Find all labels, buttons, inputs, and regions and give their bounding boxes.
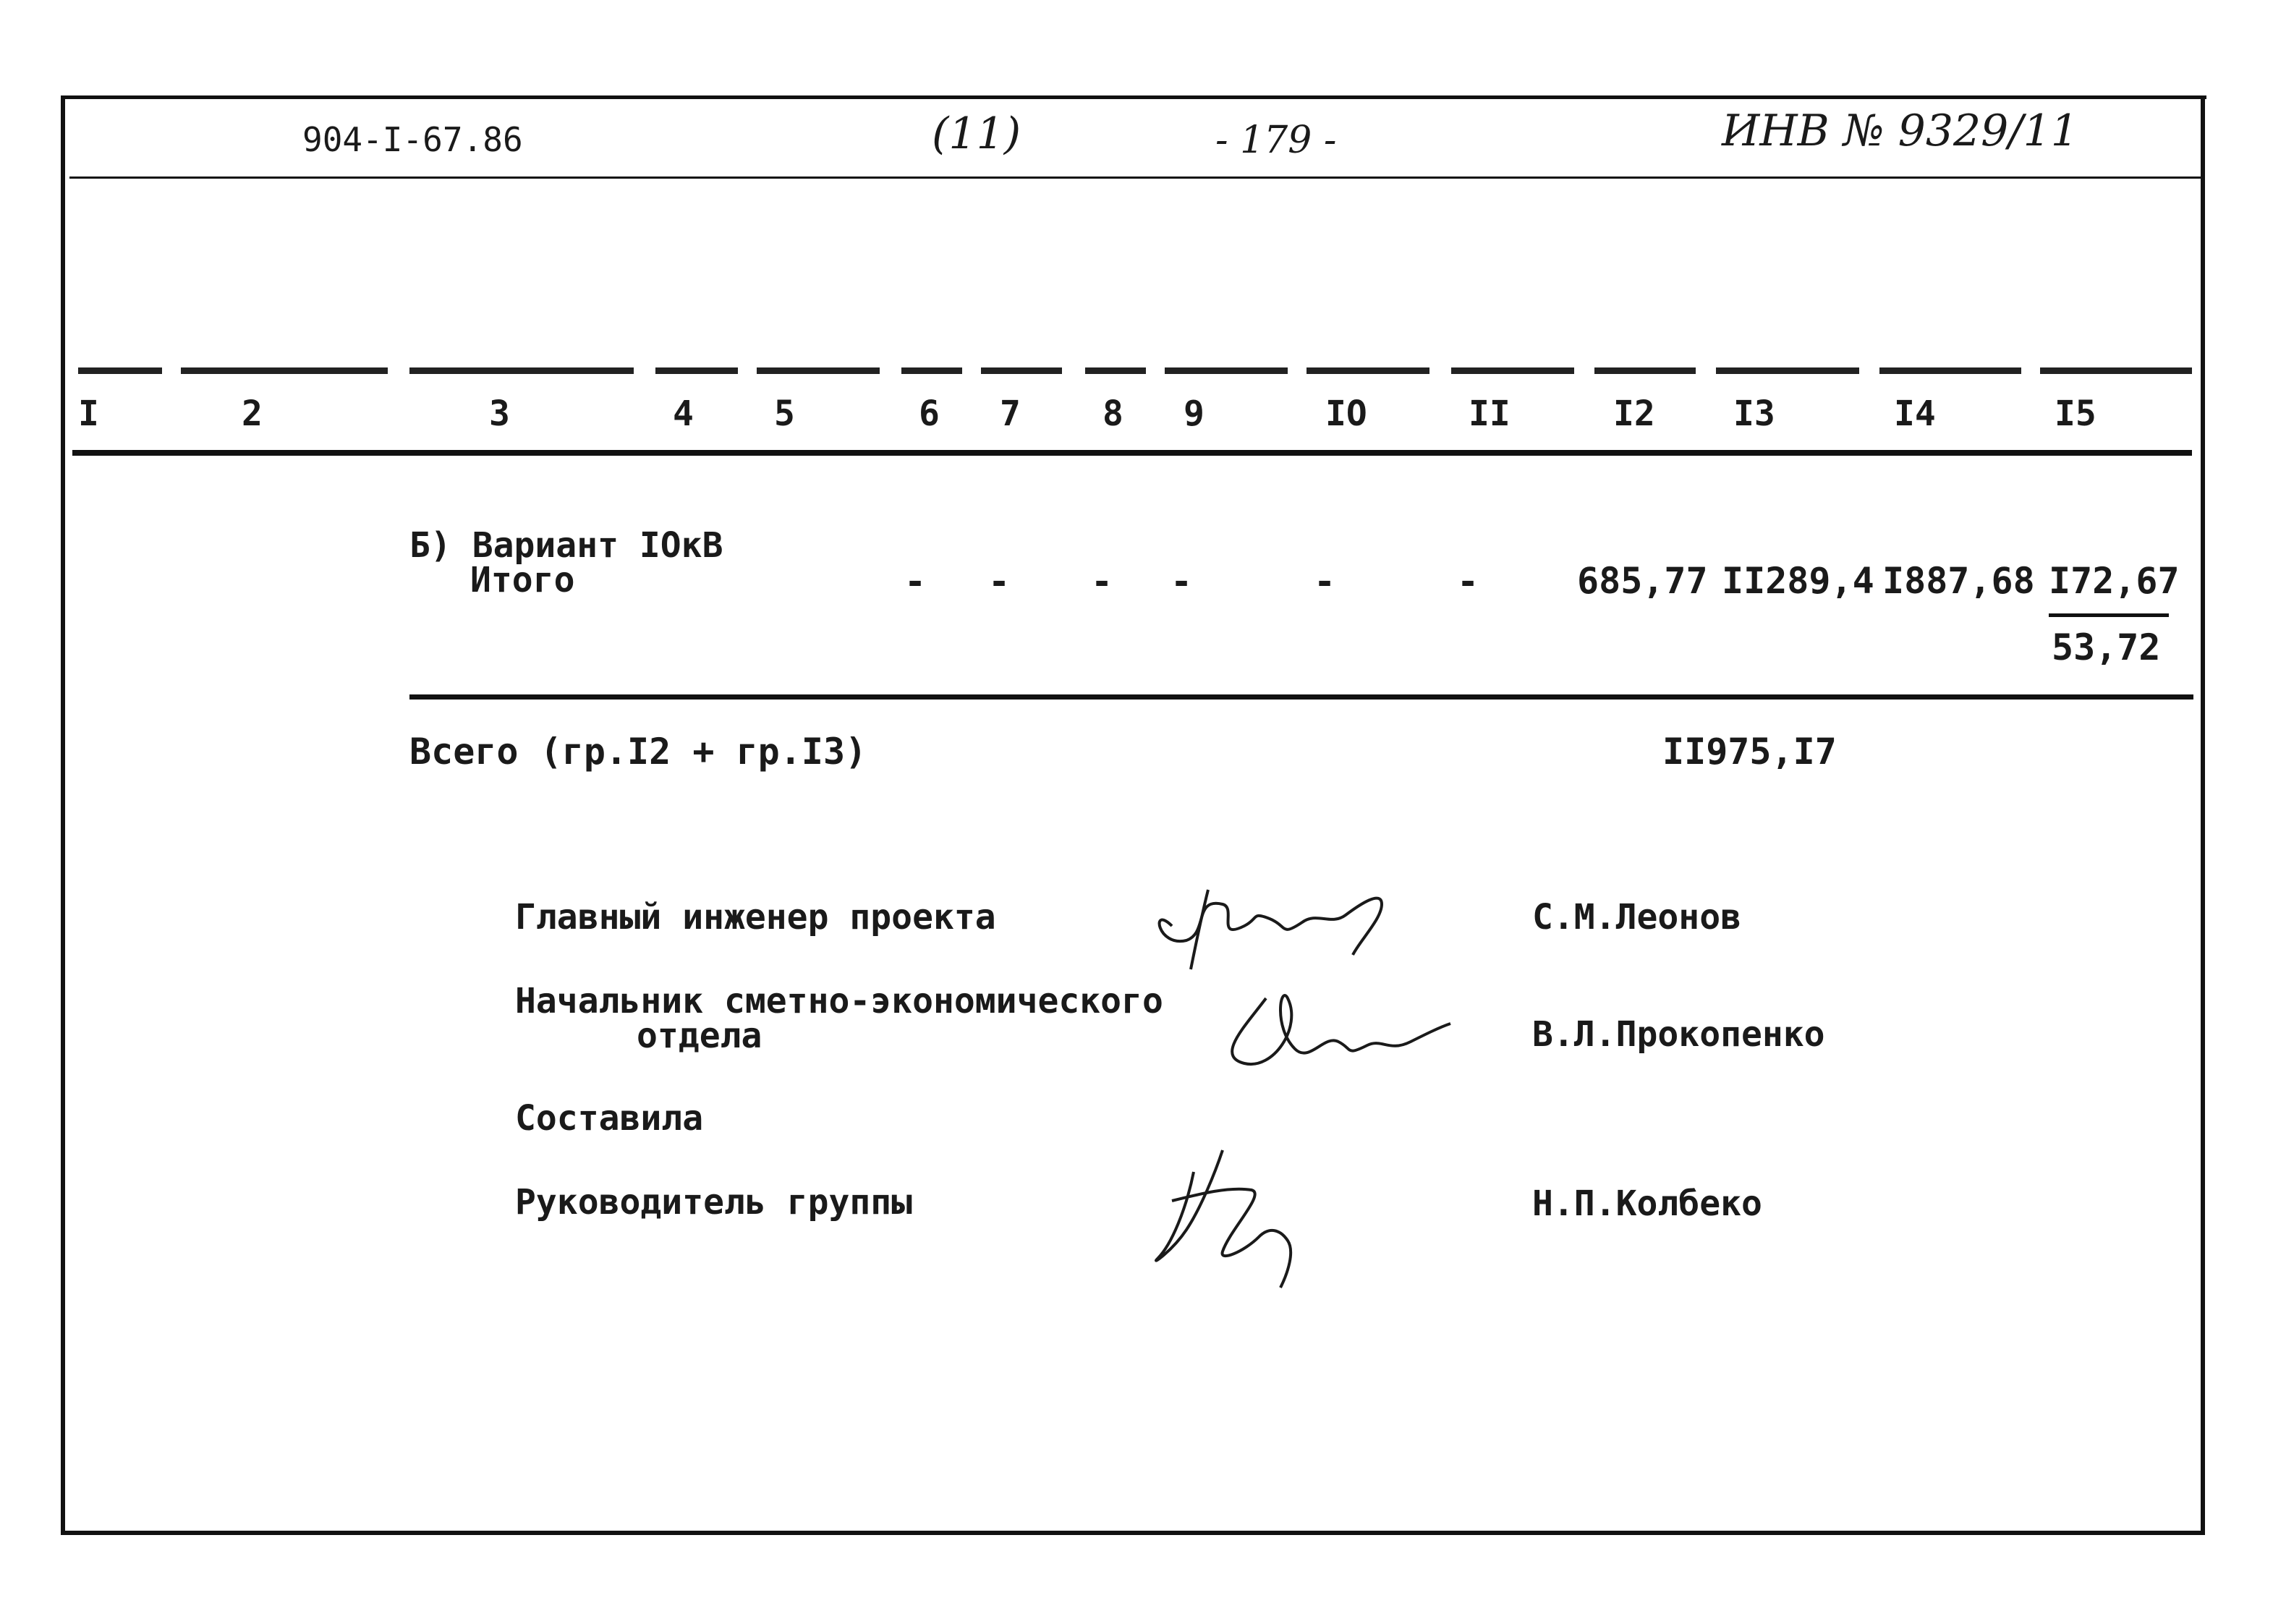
page-number: - 179 - bbox=[1215, 119, 1337, 162]
column-number-12: I2 bbox=[1613, 394, 1655, 434]
column-number-13: I3 bbox=[1733, 394, 1775, 434]
chief-engineer-name: С.М.Леонов bbox=[1532, 897, 1741, 938]
chief-engineer-title: Главный инженер проекта bbox=[515, 897, 996, 938]
fraction-line bbox=[2049, 613, 2169, 617]
row-b-col10: - bbox=[1314, 561, 1336, 603]
total-value: II975,I7 bbox=[1662, 731, 1837, 773]
column-number-15: I5 bbox=[2055, 394, 2096, 434]
column-number-2: 2 bbox=[242, 394, 263, 434]
column-number-14: I4 bbox=[1894, 394, 1936, 434]
column-header-rule bbox=[72, 450, 2192, 456]
row-b-col7: - bbox=[988, 561, 1011, 603]
row-b-col13: II289,4 bbox=[1722, 560, 1874, 602]
row-b-col15-bottom: 53,72 bbox=[2052, 626, 2161, 668]
frame-left-border bbox=[61, 95, 65, 1535]
column-number-5: 5 bbox=[774, 394, 795, 434]
group-head-signature bbox=[1143, 1143, 1331, 1302]
row-b-label: Б) Вариант IOкВ bbox=[409, 525, 723, 566]
column-number-9: 9 bbox=[1184, 394, 1205, 434]
column-number-4: 4 bbox=[673, 394, 694, 434]
frame-bottom-border bbox=[61, 1531, 2205, 1535]
head-dept-name: В.Л.Прокопенко bbox=[1532, 1014, 1825, 1055]
row-b-col8: - bbox=[1091, 561, 1113, 603]
column-number-7: 7 bbox=[1000, 394, 1021, 434]
header-rule bbox=[69, 177, 2201, 179]
group-head-name: Н.П.Колбеко bbox=[1532, 1183, 1762, 1224]
row-b-col9: - bbox=[1171, 561, 1193, 603]
sheet-mark: (11) bbox=[932, 109, 1021, 159]
column-number-1: I bbox=[78, 394, 99, 434]
column-number-3: 3 bbox=[489, 394, 510, 434]
column-number-8: 8 bbox=[1102, 394, 1123, 434]
row-b-col6: - bbox=[904, 561, 927, 603]
frame-right-border bbox=[2201, 95, 2205, 1535]
frame-top-border bbox=[61, 95, 2206, 99]
chief-engineer-signature bbox=[1143, 875, 1432, 977]
inventory-number: ИНВ № 9329/11 bbox=[1722, 106, 2078, 156]
total-rule bbox=[409, 694, 2193, 700]
row-b-subtotal-label: Итого bbox=[470, 560, 575, 600]
column-number-10: IO bbox=[1325, 394, 1367, 434]
document-code: 904-I-67.86 bbox=[302, 120, 523, 159]
compiled-label: Составила bbox=[515, 1098, 704, 1139]
group-head-title: Руководитель группы bbox=[515, 1182, 913, 1223]
row-b-col15-top: I72,67 bbox=[2049, 560, 2180, 602]
head-dept-signature bbox=[1201, 984, 1461, 1085]
column-number-11: II bbox=[1469, 394, 1511, 434]
row-b-col11: - bbox=[1457, 561, 1479, 603]
head-dept-title-line2: отдела bbox=[637, 1016, 762, 1056]
column-number-6: 6 bbox=[919, 394, 940, 434]
total-label: Всего (гр.I2 + гр.I3) bbox=[409, 731, 867, 773]
row-b-col14: I887,68 bbox=[1882, 560, 2035, 602]
row-b-col12: 685,77 bbox=[1577, 560, 1708, 602]
head-dept-title-line1: Начальник сметно-экономического bbox=[515, 981, 1163, 1021]
